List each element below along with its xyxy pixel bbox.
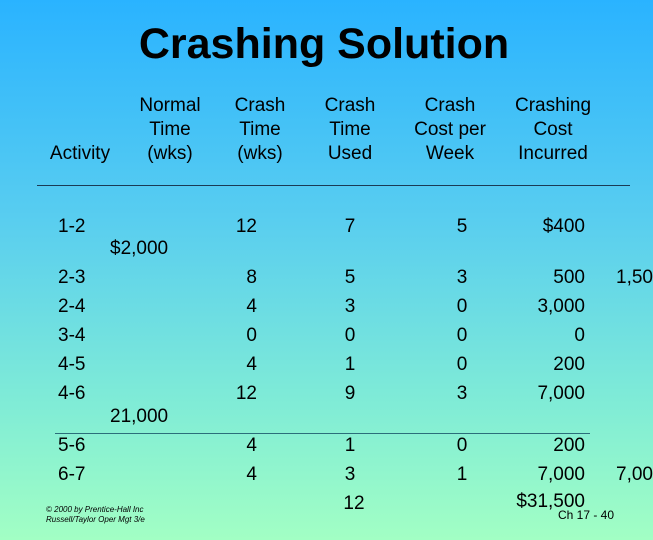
cell-crash-time-used: 1 bbox=[344, 354, 356, 375]
header-crash-time bbox=[215, 94, 305, 166]
cell-activity: 3-4 bbox=[58, 325, 86, 346]
header-crash-cost-per-week bbox=[400, 94, 500, 166]
cell-crash-time: 4 bbox=[246, 435, 257, 456]
cell-cost-per-week: 0 bbox=[456, 325, 468, 346]
cell-crash-time-used: 5 bbox=[344, 267, 356, 288]
total-crash-time-used: 12 bbox=[343, 493, 365, 514]
cell-cost-incurred: 200 bbox=[553, 435, 585, 456]
header-line: Cost bbox=[533, 119, 573, 140]
header-line: Normal bbox=[139, 95, 201, 116]
cell-crash-time-used: 3 bbox=[344, 296, 356, 317]
cell-cost-incurred: 200 bbox=[553, 354, 585, 375]
cell-crash-time: 4 bbox=[246, 296, 257, 317]
cell-crash-time-used: 3 bbox=[344, 464, 356, 485]
cell-cost-per-week: 0 bbox=[456, 354, 468, 375]
total-divider bbox=[55, 433, 590, 434]
cell-cost-incurred: 7,000 bbox=[537, 383, 585, 404]
footer-credits bbox=[46, 505, 145, 525]
cell-cost-incurred: 0 bbox=[574, 325, 585, 346]
cell-cutoff-value: 7,00 bbox=[616, 464, 653, 485]
cell-cost-per-week: 0 bbox=[456, 296, 468, 317]
cell-crash-time: 12 bbox=[235, 383, 257, 404]
cell-crash-time: 12 bbox=[235, 216, 257, 237]
header-line: Week bbox=[425, 143, 475, 164]
header-activity bbox=[40, 142, 120, 166]
footer-book: Russell/Taylor Oper Mgt 3/e bbox=[46, 515, 145, 524]
header-activity-label: Activity bbox=[49, 143, 111, 164]
cell-crash-time-used: 7 bbox=[344, 216, 356, 237]
header-crashing-cost-incurred bbox=[503, 94, 603, 166]
header-line: Crashing bbox=[514, 95, 592, 116]
total-cost-incurred: $31,500 bbox=[516, 491, 585, 512]
header-line: Crash bbox=[234, 95, 286, 116]
cell-activity: 4-6 bbox=[58, 383, 86, 404]
cell-cost-per-week: 3 bbox=[456, 267, 468, 288]
cell-cost-per-week: 1 bbox=[456, 464, 468, 485]
header-line: Crash bbox=[324, 95, 376, 116]
header-line: Crash bbox=[424, 95, 476, 116]
header-line: Incurred bbox=[518, 143, 588, 164]
cell-crash-time-used: 1 bbox=[344, 435, 356, 456]
cell-crash-time-used: 0 bbox=[344, 325, 356, 346]
cell-cost-per-week: 3 bbox=[456, 383, 468, 404]
header-line: (wks) bbox=[147, 143, 193, 164]
header-line: Cost per bbox=[414, 119, 486, 140]
header-normal-time bbox=[125, 94, 215, 166]
cell-activity: 6-7 bbox=[58, 464, 86, 485]
header-divider bbox=[37, 185, 630, 186]
footer-copyright: © 2000 by Prentice-Hall Inc bbox=[46, 505, 144, 514]
cell-normal-cost: $2,000 bbox=[110, 238, 169, 259]
cell-cost-incurred: 7,000 bbox=[537, 464, 585, 485]
cell-crash-time: 8 bbox=[246, 267, 257, 288]
header-line: Time bbox=[329, 119, 371, 140]
header-crash-time-used bbox=[305, 94, 395, 166]
header-line: Used bbox=[327, 143, 373, 164]
slide-title: Crashing Solution bbox=[138, 20, 510, 68]
header-line: Time bbox=[239, 119, 281, 140]
cell-crash-time: 0 bbox=[246, 325, 257, 346]
cell-crash-time-used: 9 bbox=[344, 383, 356, 404]
cell-crash-time: 4 bbox=[246, 354, 257, 375]
cell-activity: 1-2 bbox=[58, 216, 86, 237]
cell-cost-per-week: 0 bbox=[456, 435, 468, 456]
cell-activity: 2-4 bbox=[58, 296, 86, 317]
cell-cutoff-value: 1,50 bbox=[616, 267, 653, 288]
cell-activity: 2-3 bbox=[58, 267, 86, 288]
cell-cost-incurred: 500 bbox=[553, 267, 585, 288]
page-number: Ch 17 - 40 bbox=[558, 508, 615, 522]
cell-activity: 4-5 bbox=[58, 354, 86, 375]
cell-cost-incurred: 3,000 bbox=[537, 296, 585, 317]
cell-cost-incurred: $400 bbox=[542, 216, 585, 237]
header-line: (wks) bbox=[237, 143, 283, 164]
header-line: Time bbox=[149, 119, 191, 140]
cell-crash-time: 4 bbox=[246, 464, 257, 485]
cell-activity: 5-6 bbox=[58, 435, 86, 456]
cell-normal-cost: 21,000 bbox=[110, 406, 169, 427]
cell-cost-per-week: 5 bbox=[456, 216, 468, 237]
